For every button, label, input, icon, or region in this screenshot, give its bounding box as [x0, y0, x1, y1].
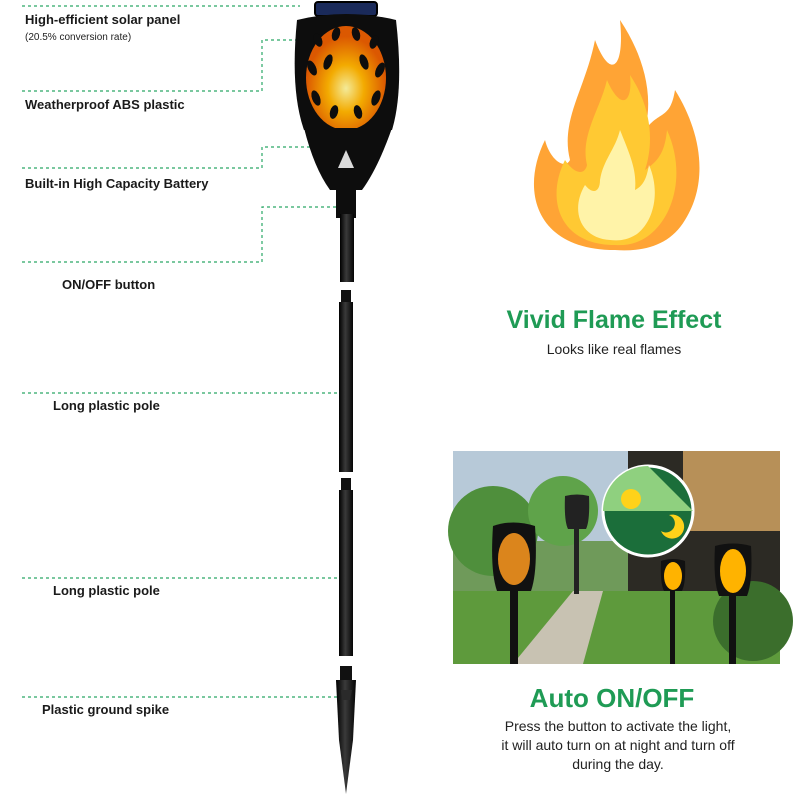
- pole-segments: [336, 290, 356, 794]
- note-conversion-rate: (20.5% conversion rate): [25, 32, 132, 43]
- leader-button: [22, 207, 346, 262]
- label-ground-spike: Plastic ground spike: [42, 702, 170, 717]
- flame-effect-subtitle: Looks like real flames: [546, 341, 682, 357]
- leader-abs: [22, 40, 298, 91]
- flame-effect-title: Vivid Flame Effect: [506, 306, 722, 334]
- auto-line-3: during the day.: [572, 756, 664, 772]
- label-pole-2: Long plastic pole: [53, 583, 160, 598]
- flame-illustration: [534, 20, 700, 250]
- garden-photo: [448, 451, 793, 664]
- auto-line-1: Press the button to activate the light,: [504, 718, 732, 734]
- auto-line-2: it will auto turn on at night and turn off: [501, 737, 735, 753]
- leader-battery: [22, 147, 348, 168]
- label-solar-panel: High-efficient solar panel: [25, 12, 181, 27]
- solar-panel-icon: [315, 2, 377, 16]
- label-abs-plastic: Weatherproof ABS plastic: [25, 97, 185, 112]
- label-on-off-button: ON/OFF button: [62, 277, 156, 292]
- auto-on-off-title: Auto ON/OFF: [529, 683, 695, 713]
- torch-head: [295, 2, 400, 282]
- label-battery: Built-in High Capacity Battery: [25, 176, 209, 191]
- label-pole-1: Long plastic pole: [53, 398, 160, 413]
- auto-on-off-description: [501, 717, 734, 774]
